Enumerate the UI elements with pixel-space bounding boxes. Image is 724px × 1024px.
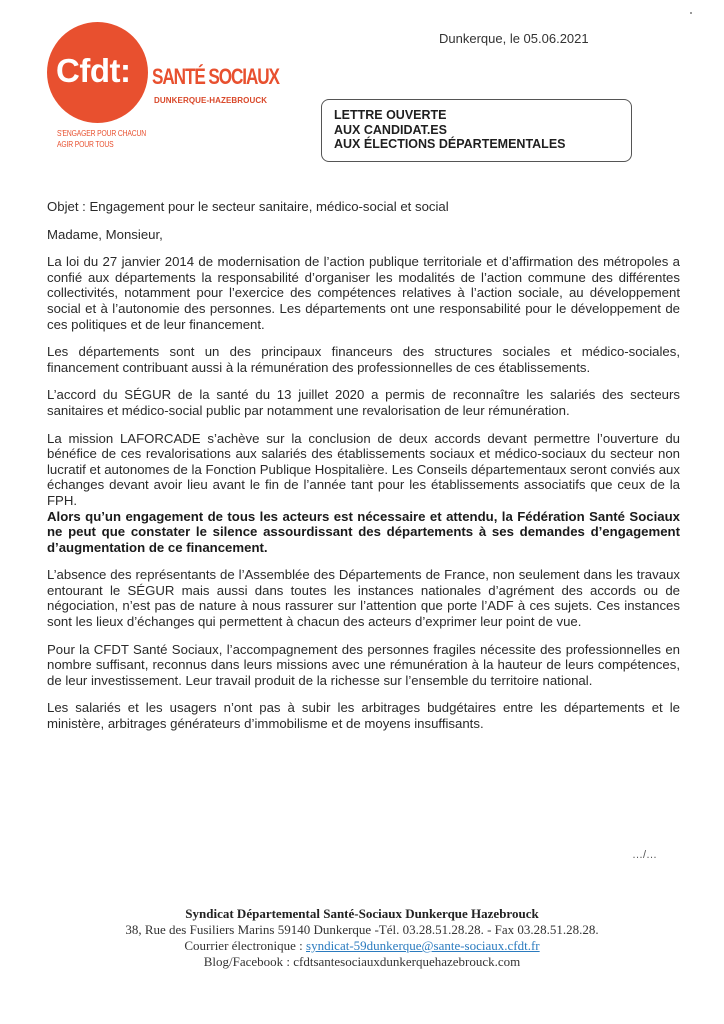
- footer: [0, 906, 724, 970]
- paragraph-2: Les départements sont un des principaux financeurs des structures sociales et médico-sociales, financement contribuant aussi à la rémunération des professionnelles de ces établissements.: [47, 344, 680, 375]
- salutation: Madame, Monsieur,: [47, 226, 163, 242]
- continuation-marker: …/…: [632, 849, 658, 861]
- subject-line: Objet : Engagement pour le secteur sanitaire, médico-social et social: [47, 199, 449, 214]
- paragraph-7: Les salariés et les usagers n’ont pas à subir les arbitrages budgétaires entre les départements et le ministère, arbitrages générateurs d’immobilisme et de moyens insuffisants.: [47, 700, 680, 732]
- date-line: Dunkerque, le 05.06.2021: [439, 31, 589, 46]
- brand-subtitle: DUNKERQUE-HAZEBROUCK: [154, 96, 268, 105]
- scan-speck: [690, 12, 692, 14]
- paragraph-4: La mission LAFORCADE s’achève sur la conclusion de deux accords devant permettre l’ouverture du bénéfice de ces revalorisations aux salariés des établissements sociaux et médico-sociaux du secteur non lucratif et autonomes de la Fonction Publique Hospitalière. Les Conseils départementaux seront conviés aux échanges devant avoir lieu avant le fin de l’année tant pour les établissements associatifs que ceux de la FPH.: [47, 430, 680, 508]
- footer-blog: Blog/Facebook : cfdtsantesociauxdunkerquehazebrouck.com: [203, 954, 521, 969]
- footer-email-line: [0, 938, 724, 954]
- title-line-1: LETTRE OUVERTE: [334, 108, 447, 122]
- footer-email-label: Courrier électronique :: [184, 938, 307, 953]
- slogan: [57, 128, 146, 150]
- paragraph-3: L’accord du SÉGUR de la santé du 13 juillet 2020 a permis de reconnaître les salariés des secteurs sanitaires et médico-social public par notamment une revalorisation de leur rémunération.: [47, 387, 680, 418]
- footer-address: 38, Rue des Fusiliers Marins 59140 Dunkerque -Tél. 03.28.51.28.28. - Fax 03.28.51.28.28.: [125, 922, 599, 937]
- paragraph-6: Pour la CFDT Santé Sociaux, l’accompagnement des personnes fragiles nécessite des professionnelles en nombre suffisant, reconnus dans leurs missions avec une rémunération à la hauteur de leurs compétences, de leur investissement. Leur travail produit de la richesse sur l’ensemble du territoire national.: [47, 641, 680, 688]
- paragraph-5: L’absence des représentants de l’Assemblée des Départements de France, non seulement dans les travaux entourant le SÉGUR mais aussi dans toutes les instances nationales d’agrément des accords ou de négociation, n’est pas de nature à nous rassurer sur l’attention que porte l’ADF à ces sujets. Ces instances sont les lieux d’échanges qui permettent à chacun des acteurs d’exprimer leur point de vue.: [47, 567, 680, 630]
- title-line-3: AUX ÉLECTIONS DÉPARTEMENTALES: [334, 137, 566, 151]
- title-line-2: AUX CANDIDAT.ES: [334, 122, 447, 137]
- paragraph-4-emphasis: Alors qu’un engagement de tous les acteurs est nécessaire et attendu, la Fédération Santé Sociaux ne peut que constater le silence assourdissant des départements à ses demandes d’engagement d’augmentation de ce financement.: [47, 508, 680, 555]
- slogan-line-2: AGIR POUR TOUS: [57, 139, 114, 149]
- cfdt-logo-text: Cfdt:: [56, 52, 131, 89]
- paragraph-1: La loi du 27 janvier 2014 de modernisation de l’action publique territoriale et d’affirmation des métropoles a confié aux départements la responsabilité d’organiser les modalités de l’action commune des différentes collectivités, notamment pour l’exercice des compétences relatives à l’action sociale, au développement social et à l’autonomie des personnes. Les départements ont une responsabilité pour le développement de ces politiques et de leur financement.: [47, 254, 680, 332]
- open-letter-title-box: [321, 99, 632, 162]
- letter-body: [47, 199, 680, 744]
- footer-org-name: Syndicat Départemental Santé-Sociaux Dunkerque Hazebrouck: [185, 906, 539, 921]
- footer-email-link[interactable]: syndicat-59dunkerque@sante-sociaux.cfdt.fr: [306, 938, 540, 953]
- slogan-line-1: S'ENGAGER POUR CHACUN: [57, 128, 146, 138]
- brand-name: SANTÉ SOCIAUX: [152, 64, 279, 89]
